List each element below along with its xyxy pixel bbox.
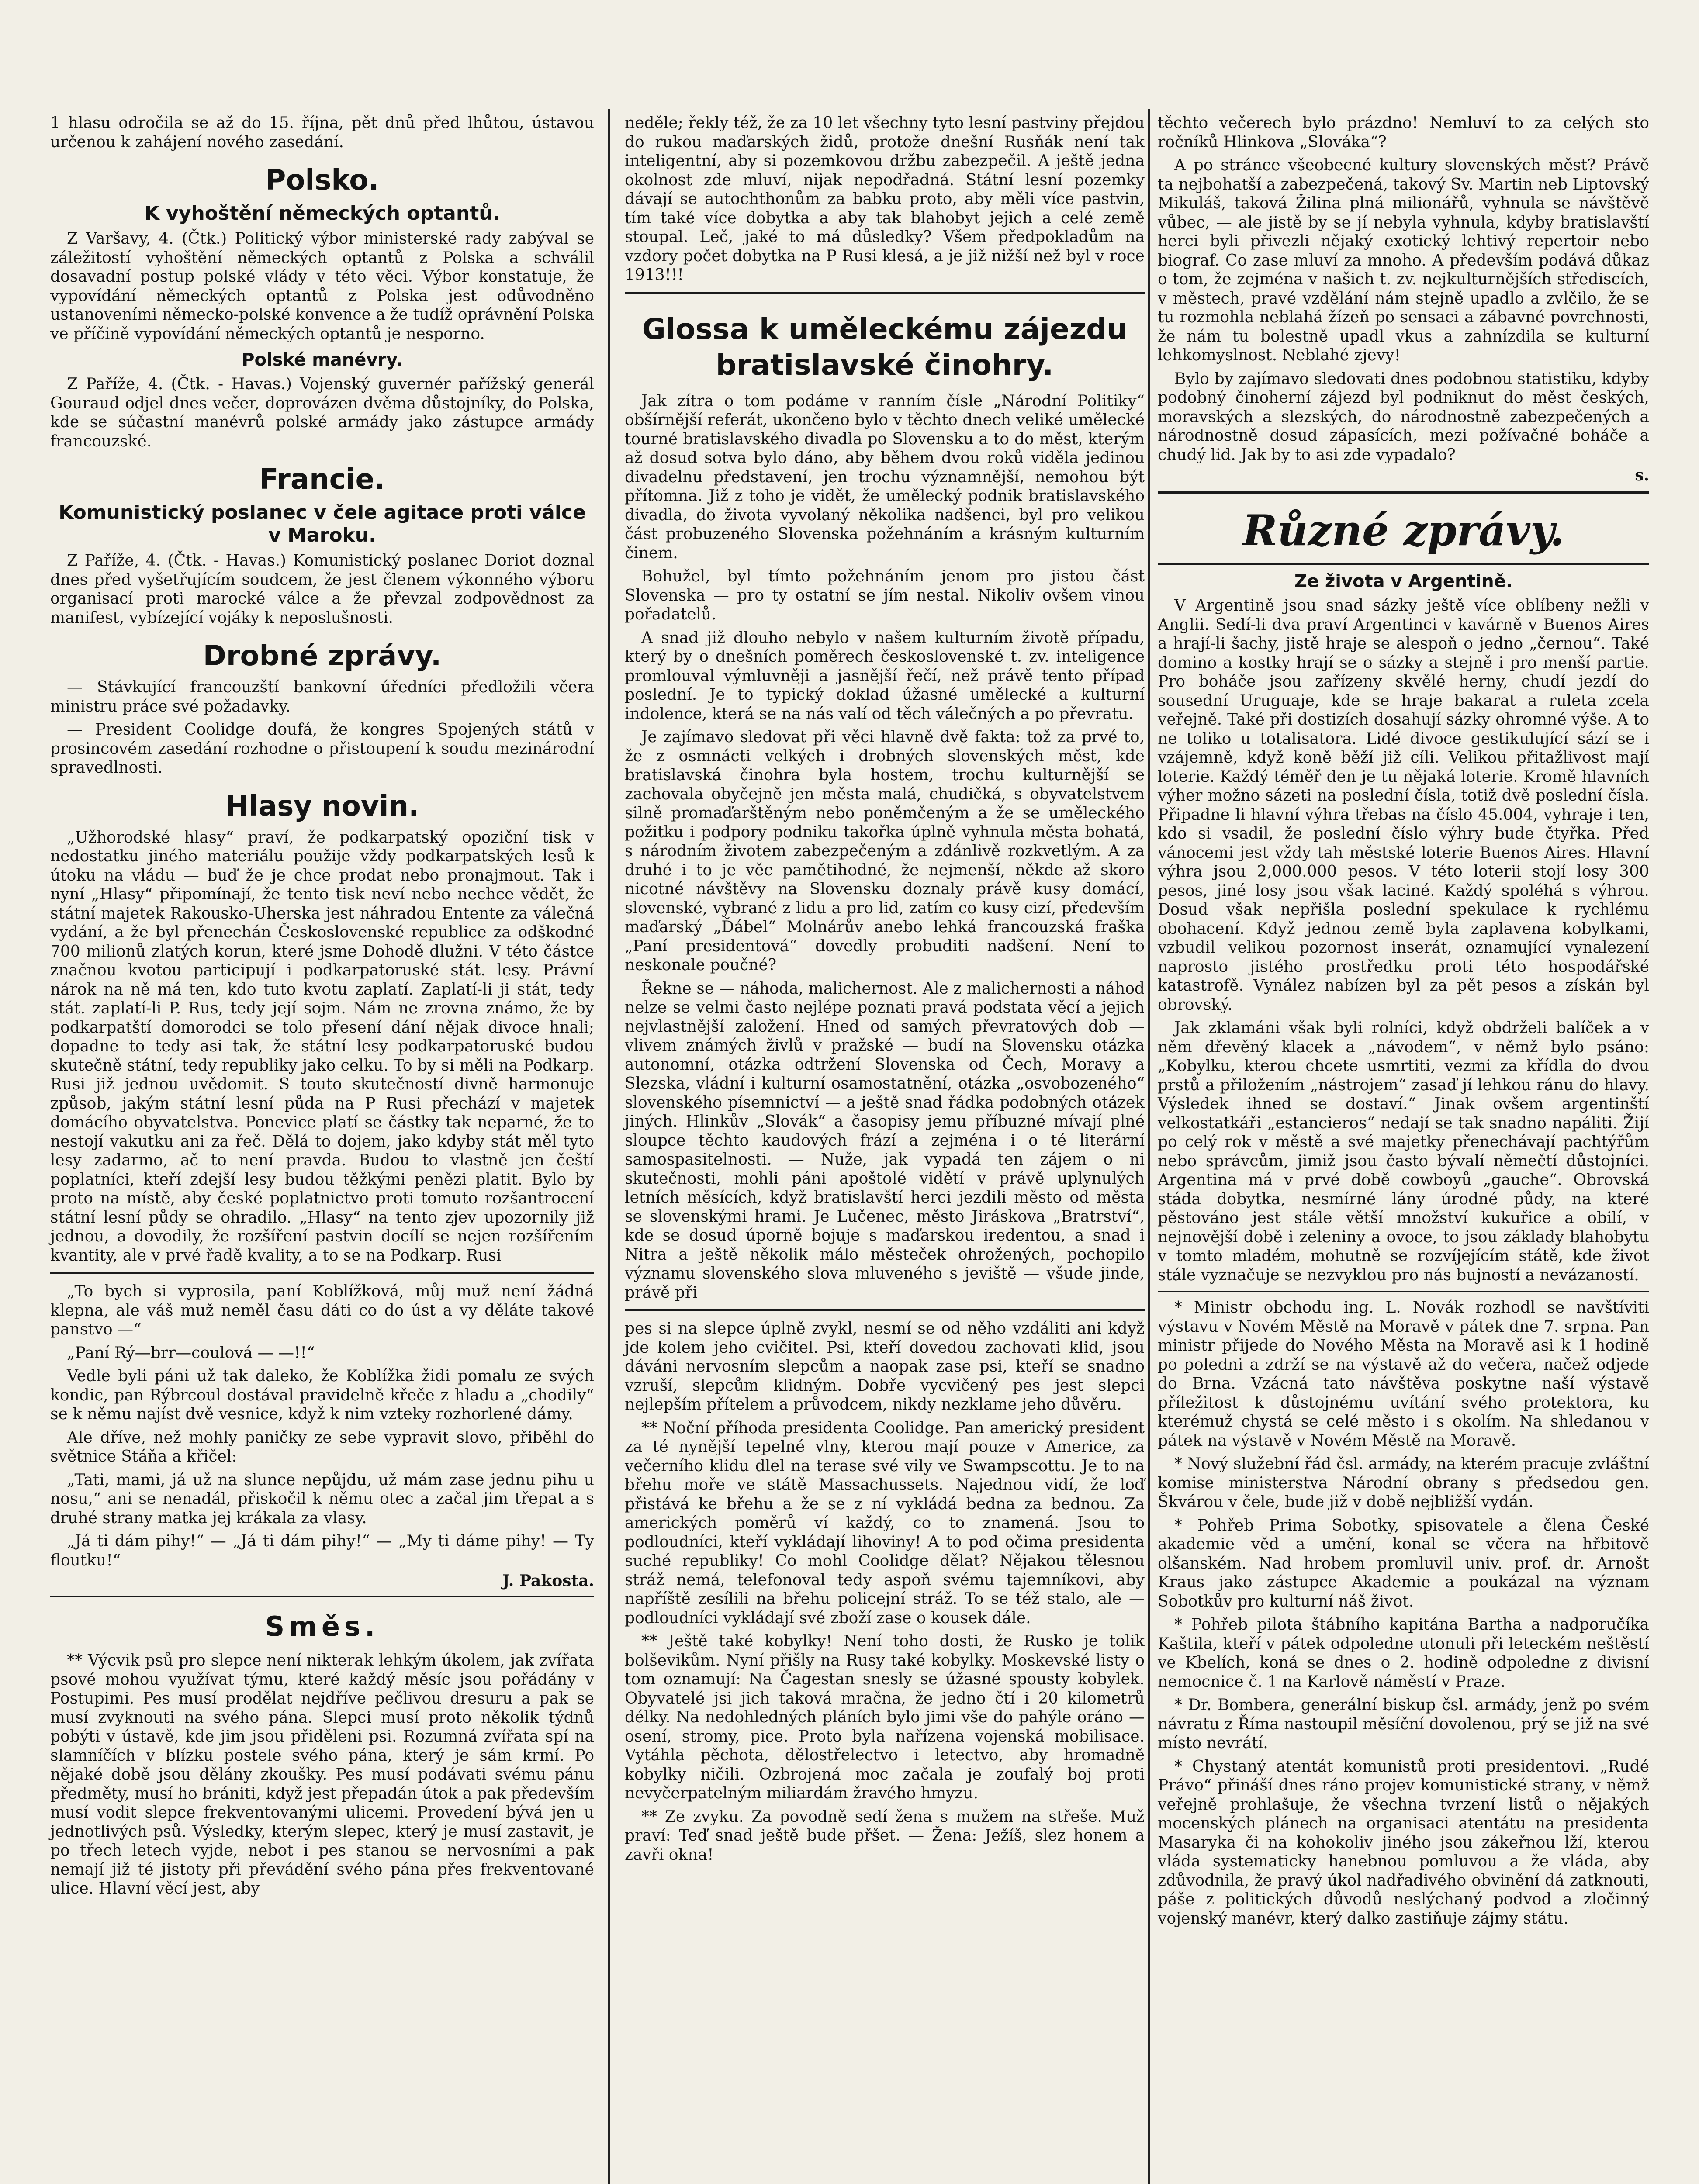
- article-text: Bohužel, byl tímto požehnáním jenom pro jistou část Slovenska — pro ty ostatní se jím nestal. Nikoliv ovšem vinou pořadatelů.: [625, 567, 1145, 623]
- story-text: Vedle byli páni už tak daleko, že Koblížka židi pomalu ze svých kondic, pan Rýbrcoul dostával pravidelně křeče z hladu a „chodily“ se k němu najíst dvě vesnice, když k nim vzteky rozhorlené dámy.: [50, 1367, 594, 1423]
- article-text: Z Varšavy, 4. (Čtk.) Politický výbor ministerské rady zabýval se záležitostí vyhoštění německých optantů z Polska a schválil dosavadní postup polské vlády v této věci. Výbor konstatuje, že vypovídání německých optantů z Polska jest odůvodněno ustanoveními německo-polské konvence a že tudíž oprávnění Polska ve příčině vypovídání německých optantů je nesporno.: [50, 230, 594, 343]
- section-heading: Různé zprávy.: [1242, 506, 1564, 555]
- article-text: — Stávkující francouzští bankovní úředníci předložili včera ministru práce své požadavky.: [50, 678, 594, 715]
- story-text: „Paní Rý—brr—coulová — —!!“: [67, 1344, 315, 1362]
- author-signature: s.: [1635, 466, 1649, 484]
- horizontal-rule: [1158, 1291, 1649, 1292]
- horizontal-rule: [50, 1596, 594, 1597]
- article-text: * Chystaný atentát komunistů proti presidentovi. „Rudé Právo“ přináší dnes ráno projev komunistické strany, v němž veřejně prohlašuje, že všechna tvrzení listů o nějakých mocenských plánech na organisaci atentátu na presidenta Masaryka či na kohokoliv jiného jsou zákeřnou lží, kterou vláda systematicky hanebnou pomluvou a že vláda, aby zdůvodnila, že pravý úkol nadřadivého obvinění dá zatknouti, páše z politických důvodů neslýchaný podvod a zločinný vojenský manévr, který dalko zastiňuje zájmy státu.: [1158, 1757, 1649, 1928]
- story-text: „To bych si vyprosila, paní Koblížková, můj muž není žádná klepna, ale váš muž neměl času dáti co do úst a vy děláte takové panstvo —“: [50, 1282, 594, 1338]
- article-text: pes si na slepce úplně zvykl, nesmí se od něho vzdáliti ani když jde kolem jeho cvičitel. Psi, kteří dovedou zachovati klid, jsou dáváni nervosním slepcům a naopak zase psi, kteří se snadno vzruší, slepcům klidným. Dobře vycvičený pes jest slepci nejlepším přítelem a průvodcem, nikdy nezklame jeho důvěru.: [625, 1320, 1145, 1413]
- article-text: * Nový služební řád čsl. armády, na kterém pracuje zvláštní komise ministerstva Národní obrany s předsedou gen. Škvárou v čele, bude již v době nejbližší vydán.: [1158, 1455, 1649, 1511]
- article-text: Bylo by zajímavo sledovati dnes podobnou statistiku, kdyby podobný činoherní zájezd byl podniknut do měst českých, moravských a slezských, do národnostně zabezpečených a národnostně dosud zápasících, mezi požívačné boháče a chudý lid. Jak by to asi zde vypadalo?: [1158, 370, 1649, 464]
- article-text: * Pohřeb Prima Sobotky, spisovatele a člena České akademie věd a umění, konal se včera na hřbitově olšanském. Nad hrobem promluvil univ. prof. dr. Arnošt Kraus jako zástupce Akademie a poukázal na význam Sobotkův pro kulturní náš život.: [1158, 1516, 1649, 1610]
- article-text: ** Ještě také kobylky! Není toho dosti, že Rusko je tolik bolševikům. Nyní přišly na Rusy také kobylky. Moskevské listy o tom oznamují: Na Čagestan snesly se úžasné spousty kobylek. Obyvatelé jsi jich taková mračna, že jedno čtí i 20 kilometrů délky. Na nedohledných pláních bylo jimi vše do pahýle oráno — osení, stromy, pice. Proto byla nařízena vojenská mobilisace. Vytáhla pěchota, dělostřelectvo i letectvo, aby hromadně kobylky ničili. Ozbrojená moc začala je zoufalý boj proti nevyčerpatelným miliardám žravého hmyzu.: [625, 1632, 1145, 1802]
- article-text: Z Paříže, 4. (Čtk. - Havas.) Vojenský guvernér pařížský generál Gouraud odjel dnes večer, doprovázen dvěma důstojníky, do Polska, kde se súčastní manévrů polské armády jako zástupce armády francouzské.: [50, 375, 594, 450]
- column-middle: [625, 114, 1145, 1869]
- article-text: Z Paříže, 4. (Čtk. - Havas.) Komunistický poslanec Doriot doznal dnes před vyšetřujícím soudcem, že jest členem výkonného výboru organisací proti marocké válce a že převzal zodpovědnost za manifest, vybízející vojáky k neposlušnosti.: [50, 552, 594, 627]
- article-text: Je zajímavo sledovat při věci hlavně dvě fakta: tož za prvé to, že z osmnácti velkých i drobných slovenských měst, kde bratislavská činohra byla hostem, trochu kulturnější se zachovala obyčejně jen města malá, chudičká, s obyvatelstvem silně promaďarštěným nebo poněmčeným a že se uměleckého požitku i podpory podniku takořka úplně vyhnula města bohatá, s národním životem zabezpečeným a zdánlivě rozkvetlým. A za druhé i to je věc pamětihodné, že nejmenší, někde až skoro nicotné návštěvy na Slovensku doznaly právě kusy domácí, slovenské, vybrané z lidu a pro lid, zatím co kusy cizí, především maďarský „Ďábel“ Molnárův anebo lehká francouzská fraška „Paní presidentová“ dovedly probuditi nadšení. Není to neskonale poučné?: [625, 728, 1145, 974]
- article-text: * Dr. Bombera, generální biskup čsl. armády, jenž po svém návratu z Říma nastoupil měsíční dovolenou, prý se již na své místo nevrátí.: [1158, 1696, 1649, 1752]
- story-text: „Já ti dám pihy!“ — „Já ti dám pihy!“ — „My ti dáme pihy! — Ty floutku!“: [50, 1532, 594, 1569]
- article-text: 1 hlasu odročila se až do 15. října, pět dnů před lhůtou, ústavou určenou k zahájení nového zasedání.: [50, 114, 594, 151]
- article-text: * Ministr obchodu ing. L. Novák rozhodl se navštíviti výstavu v Novém Městě na Moravě v pátek dne 7. srpna. Pan ministr přijede do Nového Města na Moravě asi k 1 hodině po poledni a zdrží se na výstavě až do večera, načež odjede do Brna. Vzácná tato návštěva poskytne naší výstavě příležitost k důstojnému uvítání svého protektora, ku kterémuž chystá se celé město i s okolím. Na shledanou v pátek na výstavě v Novém Městě na Moravě.: [1158, 1299, 1649, 1450]
- section-heading: Hlasy novin.: [225, 790, 419, 822]
- article-text: ** Ze zvyku. Za povodně sedí žena s mužem na střeše. Muž praví: Teď snad ještě bude přšet. — Žena: Ježíš, slez honem a zavři okna!: [625, 1807, 1145, 1864]
- article-text: „Užhorodské hlasy“ praví, že podkarpatský opoziční tisk v nedostatku jiného materiálu použije vždy podkarpatských lesů k útoku na vládu — buď že je chce prodat nebo pronajmout. Tak i nyní „Hlasy“ připomínají, že tento tisk neví nebo nechce vědět, že státní majetek Rakousko-Uherska jest náhradou Entente za válečná vydání, a že byl přenechán Československé republice za odškodné 700 milionů zlatých korun, které jsme Dohodě dlužni. V této částce značnou kvotou participují i podkarpatoruské stát. lesy. Právní nárok na ně má ten, kdo tuto kvotu zaplatí. Zaplatí-li ji stát, tedy stát. zaplatí-li P. Rus, tedy její sojm. Nám ne zrovna známo, že by podkarpatští domorodci se tolo přesení dání nějak divoce hnali; dopadne to tedy asi tak, že státní lesy podkarpatoruské budou skutečně státní, tedy republiky jako celku. To by si měli na Podkarp. Rusi již jednou uvědomit. S touto skutečností divně harmonuje způsob, jakým státní lesní půda na P Rusi přechází v majetek domácího obyvatelstva. Ponevice platí se částky tak neparné, že to nestojí vakutku ani za řeč. Dělá to dojem, jako kdyby stát měl tyto lesy zadarmo, ač to není pravda. Budou to vlastně jen čeští poplatníci, kteří zdejší lesy budou těžkými penězi platit. Bylo by proto na místě, aby české poplatnictvo proti tomuto rozšantrocení státní lesní půdy se ohradilo. „Hlasy“ na tento zjev upozornily již jednou, a dovodily, že rozšíření pastvin docílí se nejen rozšířením kvantity, ale v prvé řadě kvality, a to se na Podkarp. Rusi: [50, 828, 594, 1265]
- article-text: Jak zítra o tom podáme v ranním čísle „Národní Politiky“ obšírnější referát, ukončeno bylo v těchto dnech veliké umělecké tourné bratislavského divadla po Slovensku a to do měst, kterým až dosud sotva bylo dáno, aby během dvou roků viděla jedinou divadelnu představení, jen trochu významnější, nemohou být přítomna. Již z toho je vidět, že umělecký podnik bratislavského divadla, do života vyvolaný několika nadšenci, byl pro velikou část probuzeného Slovenska požehnáním a krásným kulturním činem.: [625, 392, 1145, 562]
- horizontal-rule: [625, 292, 1145, 294]
- article-heading: Glossa k uměleckému zájezdu bratislavské činohry.: [642, 312, 1128, 382]
- article-text: ** Výcvik psů pro slepce není nikterak lehkým úkolem, jak zvířata psové mohou využívat týmu, které každý měsíc jsou pořádány v Postupimi. Pes musí prodělat nejdříve pečlivou dresuru a pak se musí zvyknouti na svého pána. Slepci musí proto několik týdnů pobýti v ústavě, kde jim jsou přiděleni psi. Rozumná zvířata spí na slamníčích v blízku postele svého pána, který je sám krmí. Po nějaké době jsou dělány zkoušky. Pes musí podávati svému pánu předměty, musí ho brániti, když jest přepadán útok a pak především musí vodit slepce frekventovanými ulicemi. Provedení bývá jen u jednotlivých psů. Výsledky, kterým slepec, který je musí zastavit, je po třech letech vyjde, nebot i pes stanou se nervosními a pak nemají již té jistoty při převádění svého pána přes frekventované ulice. Hlavní věcí jest, aby: [50, 1652, 594, 1897]
- article-text: V Argentině jsou snad sázky ještě více oblíbeny nežli v Anglii. Sedí-li dva praví Argentinci v kavárně v Buenos Aires a hrají-li šachy, jistě hraje se alespoň o jedno „černou“. Také domino a kostky hrají se o sázky a stejně i pro menší partie. Pro boháče jsou zařízeny skvělé herny, chudí jezdí do sousední Uruguaje, kde se hraje bakarat a ruleta zcela veřejně. Také při dostizích dosahují sázky ohromné výše. A to ne toliko u totalisatora. Lidé divoce gestikulující sází se i vzájemně, když koně běží již cíli. Velikou přitažlivost mají loterie. Každý téměř den je tu nějaká loterie. Kromě hlavních výher možno sázeti na poslední čísla, totiž dvě poslední čísla. Připadne li hlavní výhra třebas na číslo 45.004, vyhraje i ten, kdo si vsadil, že poslední číslo výhry bude čtyřka. Před vánocemi jest vždy tah městské loterie Buenos Aires. Hlavní výhra jsou 2,000.000 pesos. V této loterii stojí losy 300 pesos, jiné losy jsou však laciné. Každý spoléhá s výhrou. Dosud však nepřišla poslední spekulace k rychlému obohacení. Když jednou země byla zaplavena kobylkami, vzbudil velikou pozornost inserát, oznamující vynalezení naprosto jistého prostředku proti této hospodářské katastrofě. Vynález nabízen byl za pět pesos a získán byl obrovský.: [1158, 597, 1649, 1014]
- horizontal-rule: [50, 1272, 594, 1274]
- article-text: — President Coolidge doufá, že kongres Spojených států v prosincovém zasedání rozhodne o přistoupení k soudu mezinárodní spravedlnosti.: [50, 721, 594, 777]
- column-divider: [1148, 109, 1150, 2184]
- column-divider: [608, 109, 610, 2184]
- section-heading: Drobné zprávy.: [203, 640, 442, 672]
- article-heading: K vyhoštění německých optantů.: [144, 202, 500, 225]
- story-text: Ale dříve, než mohly paničky ze sebe vypravit slovo, přiběhl do světnice Stáňa a křičel:: [50, 1428, 594, 1465]
- article-text: těchto večerech bylo prázdno! Nemluví to za celých sto ročníků Hlinkova „Slováka“?: [1158, 114, 1649, 151]
- section-heading: Směs.: [265, 1610, 380, 1642]
- article-heading: Polské manévry.: [242, 350, 403, 370]
- article-text: * Pohřeb pilota štábního kapitána Bartha a nadporučíka Kaštila, kteří v pátek odpoledne utonuli při leteckém neštěstí ve Kbelích, koná se dnes o 2. hodině odpoledne z divisní nemocnice č. 1 na Karlově náměstí v Praze.: [1158, 1616, 1649, 1691]
- column-left: [50, 114, 594, 1903]
- column-right: [1158, 114, 1649, 1932]
- article-text: A po stránce všeobecné kultury slovenských měst? Právě ta nejbohatší a zabezpečená, takový Sv. Martin neb Liptovský Mikuláš, taková Žilina plná milionářů, vyhnula se návštěvě vůbec, — ale jistě by se jí nebyla vyhnula, kdyby bratislavští herci byli přivezli nějaký exotický lehtivý repertoir nebo biograf. Co zase mluví za mnoho. A především podává důkaz o tom, že zejména v našich t. zv. nejkulturnějších střediscích, v městech, pravé vzdělání nám stejně upadlo a zvlčilo, že se tu rozmohla neblahá žízeň po sensaci a zábavné povrchnosti, že nám tu bolestně upadl vkus a zahnízdila se kulturní lehkomyslnost. Neblahé zjevy!: [1158, 156, 1649, 364]
- article-heading: Komunistický poslanec v čele agitace proti válce v Maroku.: [59, 501, 586, 546]
- section-heading: Polsko.: [265, 164, 379, 197]
- article-text: ** Noční příhoda presidenta Coolidge. Pan americký president za té nynější tepelné vlny, kterou mají pouze v Americe, za večerního klidu dlel na terase své vily ve Swampscottu. Je to na břehu moře ve státě Massachussets. Najednou vidí, že loď přistává ke břehu a že se z ní vykládá bedna za bednou. Za amerických poměrů ví každý, co to znamená. Jsou to podloudníci, kteří vykládají lihoviny! A to pod očima presidenta suché republiky! Co mohl Coolidge dělat? Nějakou tělesnou stráž nemá, telefonoval tedy aspoň svému tajemníkovi, aby napříště zesílili na břehu policejní stráž. To se též stalo, ale — podloudníci vykládají své zboží zase o kousek dále.: [625, 1419, 1145, 1627]
- article-text: Jak zklamáni však byli rolníci, když obdrželi balíček a v něm dřevěný klacek a „návodem“, v němž bylo psáno: „Kobylku, kterou chcete usmrtiti, vezmi za křídla do dvou prstů a přiložením „nástrojem“ zasaď jí lehkou ránu do hlavy. Výsledek ihned se dostaví.“ Jinak ovšem argentinští velkostatkáři „estancieros“ nedají se tak snadno napáliti. Žijí po celý rok v městě a své majetky přenechávají pachtýřům nebo správcům, jimiž jsou často bývalí němečtí důstojníci. Argentina má v prvé době cowboyů „gauche“. Obrovská stáda dobytka, nesmírné lány úrodné půdy, na které pěstováno jest stále větší množství kukuřice a obilí, v nejnovější době i zeleniny a ovoce, to jsou základy blahobytu v tomto mladém, mohutně se rozvíjejícím státě, kde život stále vyznačuje se nezvyklou pro nás bujností a nevázaností.: [1158, 1019, 1649, 1284]
- story-text: „Tati, mami, já už na slunce nepůjdu, už mám zase jednu pihu u nosu,“ ani se nenadál, přiskočil k němu otec a začal jim třepat a s druhé strany matka jej krákala za vlasy.: [50, 1471, 594, 1527]
- horizontal-rule: [1158, 491, 1649, 494]
- author-signature: J. Pakosta.: [502, 1572, 594, 1590]
- article-text: neděle; řekly též, že za 10 let všechny tyto lesní pastviny přejdou do rukou maďarských židů, protože dnešní Rusňák není tak inteligentní, aby si pozemkovou držbu zabezpečil. A ještě jedna okolnost zde mluví, nijak nepodřadná. Státní lesní pozemky dávají se autochthonům za babku proto, aby měli více pastvin, tím také více dobytka a aby tak blahobyt jejich a celé země stoupal. Leč, jaké to má důsledky? Všem předpokladům na vzdory počet dobytka na P Rusi klesá, a je již nižší než byl v roce 1913!!!: [625, 114, 1145, 284]
- section-heading: Francie.: [259, 463, 385, 496]
- article-text: Řekne se — náhoda, malichernost. Ale z malichernosti a náhod nelze se velmi často nejlépe poznati pravá podstata věcí a jejich nejvlastnější založení. Hned od samých převratových dob — vlivem známých živlů v pražské — budí na Slovensku otázka autonomní, otázka odtržení Slovenska od Čech, Moravy a Slezska, vládní i kulturní osamostatnění, otázka „osvobozeného“ slovenského písemnictví — a ještě snad řádka podobných otázek jiných. Hlinkův „Slovák“ a časopisy jemu příbuzné mívají plné sloupce těchto kaudových frází a zejména i o té literární samospasitelnosti. — Nuže, jak vypadá ten zájem o ni skutečnosti, mohli páni apoštolé vidětí v právě uplynulých letních měsících, když bratislavští herci jezdili město od města se slovenskými hrami. Je Lučenec, město Jiráskova „Bratrství“, kde se dosud úporně bojuje s maďarskou iredentou, a snad i Nitra a ještě několik málo městeček ohrožených, pochopilo významu slovenského slova mluveného s jeviště — všude jinde, právě při: [625, 979, 1145, 1302]
- horizontal-rule: [625, 1309, 1145, 1311]
- article-heading: Ze života v Argentině.: [1294, 571, 1513, 591]
- article-text: A snad již dlouho nebylo v našem kulturním životě případu, který by o dnešních poměrech československé t. zv. inteligence promlouval výmluvněji a jasnější řečí, než právě tento případ poslední. Je to typický doklad úžasné umělecké a kulturní indolence, která se na nás valí od těch válečných a po převratu.: [625, 629, 1145, 723]
- horizontal-rule: [1158, 563, 1649, 565]
